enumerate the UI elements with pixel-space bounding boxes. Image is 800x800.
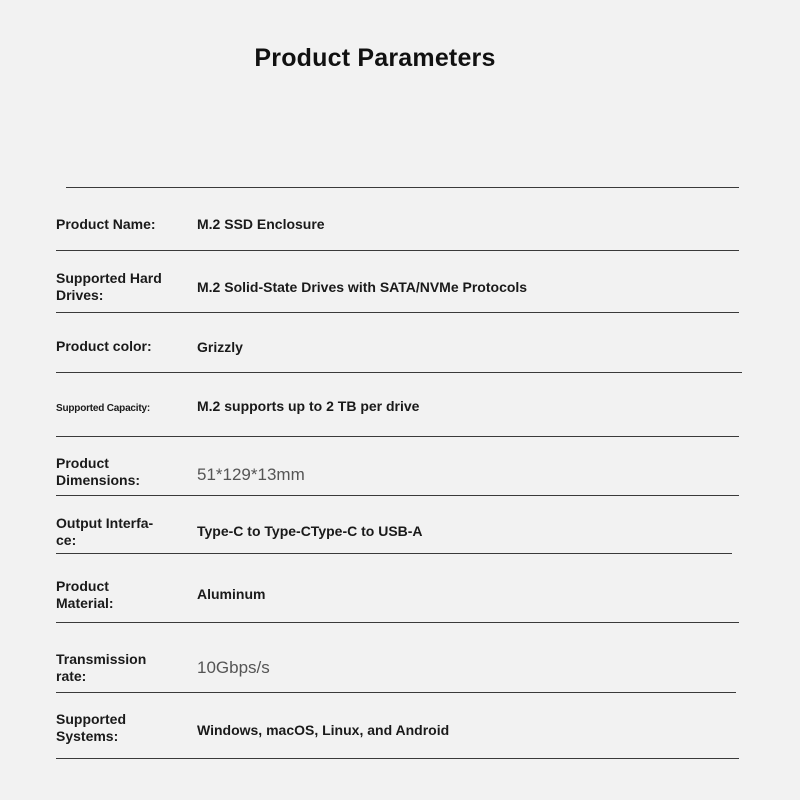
divider [56, 436, 739, 437]
row-value-output-interface: Type-C to Type-CType-C to USB-A [197, 523, 423, 539]
row-value-supported-systems: Windows, macOS, Linux, and Android [197, 722, 450, 738]
row-label-supported-systems: Supported Systems: [56, 711, 126, 744]
row-value-transmission-rate: 10Gbps/s [197, 658, 270, 677]
row-value-supported-hard-drives: M.2 Solid-State Drives with SATA/NVMe Protocols [197, 279, 528, 295]
row-value-supported-capacity: M.2 supports up to 2 TB per drive [197, 398, 420, 414]
divider [56, 622, 739, 623]
row-label-product-material: Product Material: [56, 578, 114, 611]
row-label-supported-hard-drives: Supported Hard Drives: [56, 270, 162, 303]
row-label-product-color: Product color: [56, 338, 152, 354]
page-title: Product Parameters [254, 44, 496, 72]
divider [56, 758, 739, 759]
divider [56, 553, 732, 554]
row-value-product-name: M.2 SSD Enclosure [197, 216, 325, 232]
divider [56, 495, 739, 496]
row-label-output-interface: Output Interfa-ce: [56, 515, 154, 548]
divider [56, 372, 742, 373]
row-value-product-material: Aluminum [197, 586, 266, 602]
row-label-product-dimensions: Product Dimensions: [56, 455, 141, 488]
divider [56, 312, 739, 313]
divider [56, 250, 739, 251]
divider-top [66, 187, 739, 188]
divider [56, 692, 736, 693]
row-value-product-color: Grizzly [197, 339, 243, 355]
row-label-supported-capacity: Supported Capacity: [56, 403, 150, 414]
row-label-product-name: Product Name: [56, 216, 156, 232]
row-label-transmission-rate: Transmission rate: [56, 651, 147, 684]
row-value-product-dimensions: 51*129*13mm [197, 465, 305, 484]
